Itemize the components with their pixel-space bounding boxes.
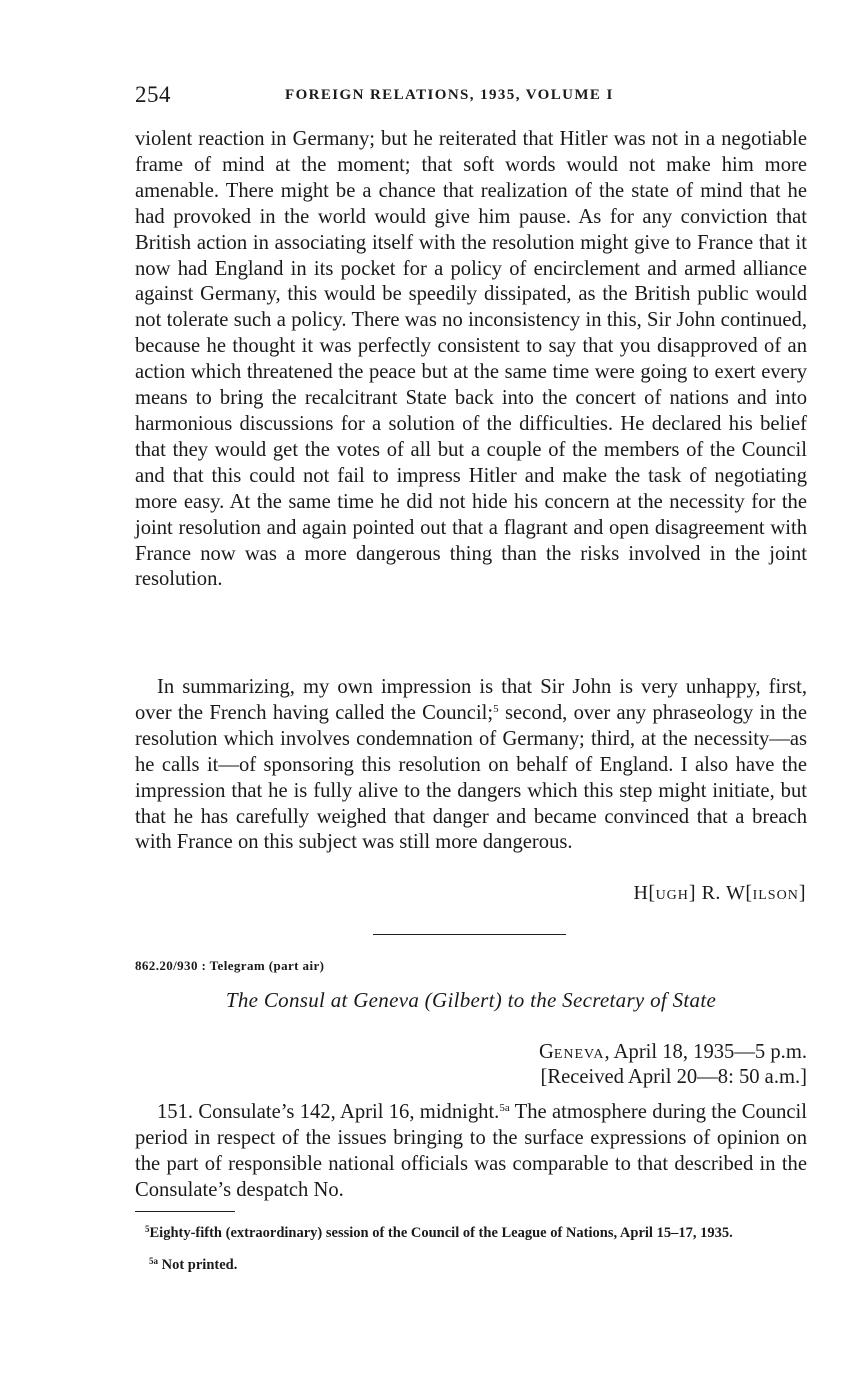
paragraph-2-text-start: In summarizing, my own impression is that Sir John is very unhappy, first, over the French having called the Council; — [135, 676, 807, 724]
telegram-text-start: 151. Consulate’s 142, April 16, midnight. — [157, 1101, 500, 1123]
signature-part: ] R. W[ — [688, 882, 753, 904]
body-paragraph-2 — [135, 675, 807, 856]
running-head: FOREIGN RELATIONS, 1935, VOLUME I — [285, 87, 614, 103]
file-reference: 862.20/930 : Telegram (part air) — [135, 958, 325, 973]
footnote-5-mark: 5 — [145, 1224, 150, 1234]
footnote-5-text: Eighty-fifth (extraordinary) session of the Council of the League of Nations, April 15–17, 1935. — [149, 1225, 733, 1241]
signature-small-caps: ILSON — [752, 888, 799, 903]
dateline-date: , April 18, 1935—5 p.m. — [604, 1041, 807, 1063]
telegram-text-end: The atmosphere during the Council period in respect of the issues bringing to the surface expressions of opinion on the part of responsible national officials was comparable to that described in the Consulate’s despatch No. — [135, 1101, 807, 1201]
body-paragraph-1: violent reaction in Germany; but he reiterated that Hitler was not in a negotiable frame of mind at the moment; that soft words would not make him more amenable. There might be a chance that realization of the state of mind that he had provoked in the world would give him pause. As for any conviction that British action in associating itself with the resolution might give to France that it now had England in its pocket for a policy of encirclement and armed alliance against Germany, this would be speedily dissipated, as the British public would not tolerate such a policy. There was no inconsistency in this, Sir John continued, because he thought it was perfectly consistent to say that you disapproved of an action which threatened the peace but at the same time were going to exert every means to bring the recalcitrant State back into the concert of nations and into harmonious discussions for a solution of the difficulties. He declared his belief that they would get the votes of all but a couple of the members of the Council and that this could not fail to impress Hitler and make the task of negotiating more easy. At the same time he did not hide his concern at the necessity for the joint resolution and again pointed out that a flagrant and open disagreement with France now was a more dangerous thing than the risks involved in the joint resolution. — [135, 128, 807, 591]
footnote-reference-5a: 5a — [499, 1102, 510, 1114]
footnote-5 — [135, 1226, 807, 1241]
telegram-paragraph — [135, 1100, 807, 1204]
signature-small-caps: UGH — [655, 888, 689, 903]
dateline — [539, 1041, 807, 1064]
footnote-reference-5: 5 — [493, 702, 499, 715]
dateline-place-initial: G — [538, 1041, 554, 1063]
page-header — [135, 82, 807, 112]
dateline-place-small-caps: ENEVA — [553, 1047, 605, 1062]
footnote-5a — [149, 1258, 807, 1273]
document-title: The Consul at Geneva (Gilbert) to the Secretary of State — [225, 988, 717, 1012]
signature-part: H[ — [633, 882, 656, 904]
page-number: 254 — [135, 82, 171, 107]
paragraph-2-text-end: second, over any phraseology in the resolution which involves condemnation of Germany; third, at the necessity—as he calls it—of sponsoring this resolution on behalf of England. I also have the impression that he is fully alive to the dangers which this step might initiate, but that he has carefully weighed that danger and became convinced that a breach with France on this subject was still more dangerous. — [135, 701, 807, 854]
footnote-rule — [135, 1211, 235, 1212]
footnote-5a-mark: 5a — [149, 1256, 158, 1266]
section-divider — [373, 934, 566, 935]
signature-part: ] — [798, 882, 806, 904]
footnote-5a-text: Not printed. — [158, 1257, 238, 1273]
signature — [633, 882, 806, 905]
received-line: [Received April 20—8: 50 a.m.] — [540, 1066, 807, 1088]
